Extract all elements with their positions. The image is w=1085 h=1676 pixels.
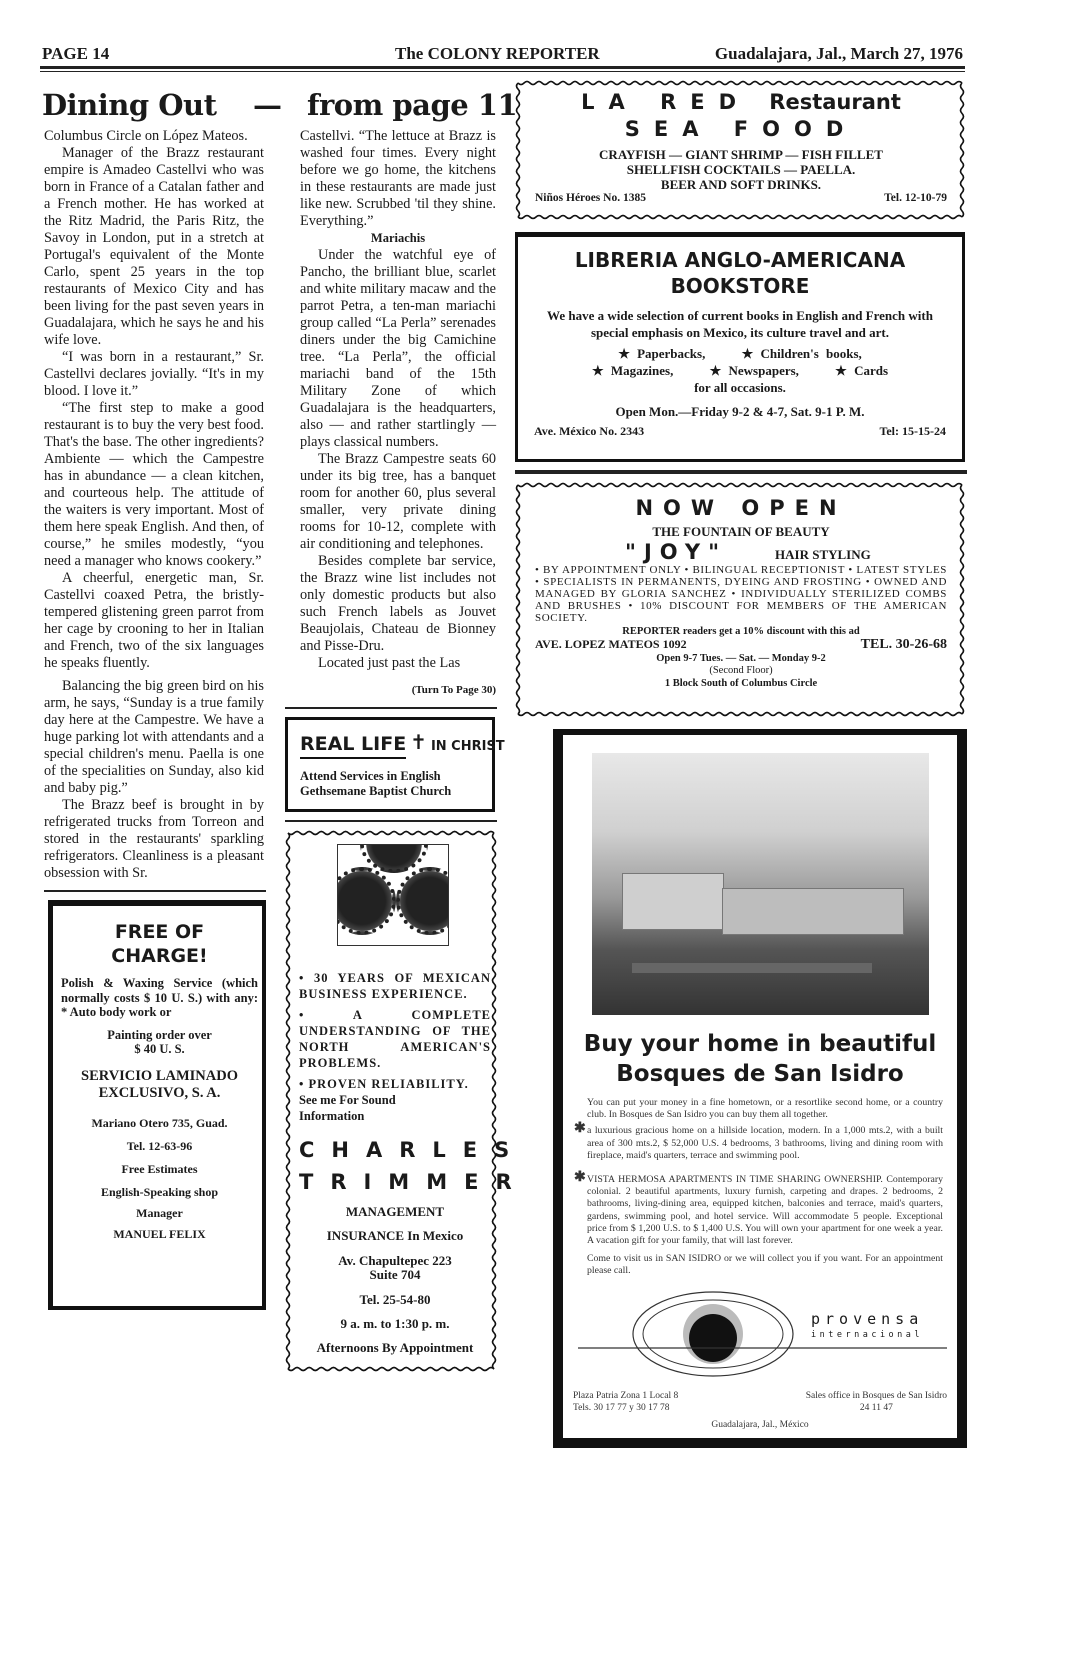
ad-footer — [535, 192, 947, 204]
wavy-border-edge — [493, 833, 496, 1369]
spacer — [515, 717, 967, 729]
paragraph: The Brazz beef is brought in by refrigerated trucks from Torreon and stored in the restaurants' sparkling refrigerators. Cleanliness is a pleasant obsession with Sr. — [44, 797, 264, 881]
bullet-text: 30 YEARS OF MEXICAN BUSINESS EXPERIENCE. — [299, 971, 491, 1001]
company-name: EXCLUSIVO, S. A. — [98, 1084, 221, 1101]
right-column — [515, 80, 967, 1448]
bullet-text: PROVEN RELIABILITY. — [308, 1077, 469, 1091]
gear-icon — [396, 867, 449, 935]
telephone: Tel: 15-15-24 — [879, 424, 946, 438]
paragraph: Besides complete bar service, the Brazz wine list includes not only domestic products but also such French labels as Jouvet Beaujolais, Chateau de Bionney and Pisse-Dru. — [300, 553, 496, 654]
hours: Open 9-7 Tues. — Sat. — Monday 9-2 — [656, 653, 826, 664]
bullet-item: • 30 YEARS OF MEXICAN BUSINESS EXPERIENCE. — [299, 971, 491, 1001]
item: ★ Cards — [835, 363, 889, 378]
ad-body: Polish & Waxing Service (which normally costs $ 10 U. S.) with any: * Auto body work or — [61, 976, 258, 1019]
paragraph: Balancing the big green bird on his arm, he says, “Sunday is a true family day here at the Campestre. We have a huge parking lot with attendants and a special children's menu. Paella is one of the specialities on Sunday, also kid and baby pig.” — [44, 678, 264, 796]
listing-text: VISTA HERMOSA APARTMENTS IN TIME SHARING OWNERSHIP. Contemporary colonial. 2 beautiful apartments, luxury furnish, carpeting and drapes. 2 bedrooms, 2 bathrooms, living-dining area, equipped kitchen, balconies and terrace, maid's quarters, gardens, swimming pool, and hotel service. Will accommodate 5 people. Exceptional price from $ 1,200 U.S. to $ 1,400 U.S. You will own your apartment for one week a year. A vacation gift for your family, that will last forever. — [587, 1174, 943, 1247]
column-rule — [285, 707, 497, 709]
wavy-border-edge — [287, 833, 290, 1369]
headline-dash: — — [253, 88, 282, 122]
ad-title: LIBRERIA ANGLO-AMERICANA — [574, 248, 906, 272]
page-number: PAGE 14 — [42, 44, 110, 63]
floor: (Second Floor) — [709, 665, 773, 676]
wavy-border-edge — [517, 83, 520, 217]
wavy-border-edge — [518, 216, 962, 219]
header-rule — [40, 66, 965, 69]
now-open-heading: NOW OPEN — [635, 496, 847, 520]
office-1 — [573, 1390, 678, 1414]
listing-item — [574, 1170, 943, 1247]
ad-title: CHARGE! — [111, 945, 208, 967]
ad-footer — [535, 637, 947, 653]
hair-styling: HAIR STYLING — [775, 547, 871, 562]
building-shape — [722, 888, 904, 935]
location: 1 Block South of Columbus Circle — [664, 678, 818, 689]
paragraph: Columbus Circle on López Mateos. — [44, 128, 248, 144]
first-name: CHARLES — [299, 1138, 527, 1162]
ad-rule — [515, 470, 967, 474]
wavy-border-edge — [288, 832, 494, 835]
items-tail: for all occasions. — [694, 380, 786, 395]
hours: 9 a. m. to 1:30 p. m. — [340, 1316, 450, 1331]
wavy-border-edge — [518, 484, 962, 487]
header-rule-thin — [40, 71, 965, 72]
address: AVE. LOPEZ MATEOS 1092 — [535, 637, 687, 651]
address: Niños Héroes No. 1385 — [535, 192, 646, 204]
ad-body — [574, 1097, 943, 1278]
company-name: SERVICIO LAMINADO — [81, 1067, 238, 1084]
paragraph: A cheerful, energetic man, Sr. Castellvi coaxed Petra, the bristly-tempered glistening green parrot from her cage by crooning to her in Italian and French, two of the six languages he speaks fluently. — [44, 570, 264, 671]
address-line: Av. Chapultepec 223 — [338, 1253, 452, 1268]
office-address: Plaza Patria Zona 1 Local 8 — [573, 1390, 679, 1401]
manager-label: Manager — [136, 1205, 183, 1220]
estimates: Free Estimates — [121, 1161, 198, 1176]
telephone: TEL. 30-26-68 — [860, 637, 947, 652]
bullet-item: • PROVEN RELIABILITY. — [299, 1077, 469, 1091]
photo-caption-strip — [632, 963, 872, 973]
cross-icon: ✝ — [410, 732, 427, 754]
ad-subtitle: Bosques de San Isidro — [616, 1061, 904, 1087]
wavy-border-edge — [517, 485, 520, 714]
office-phone: 24 11 47 — [859, 1402, 893, 1413]
brand-name: provensa — [811, 1309, 924, 1328]
offices — [573, 1390, 947, 1414]
painting-line: Painting order over — [107, 1027, 212, 1042]
property-photo — [592, 753, 929, 1015]
church-name: Gethsemane Baptist Church — [300, 784, 452, 798]
article-column-2 — [300, 128, 496, 699]
real-life-logo: REAL LIFE — [300, 733, 406, 759]
subhead: Mariachis — [370, 231, 426, 245]
hours: Open Mon.—Friday 9-2 & 4-7, Sat. 9-1 P. M. — [615, 404, 865, 419]
ad-title-row — [535, 90, 947, 115]
ad-body: • BY APPOINTMENT ONLY • BILINGUAL RECEPTIONIST • LATEST STYLES • SPECIALISTS IN PERMANENTS, DYEING AND FROSTING • OWNED AND MANAGED BY GLORIA SANCHEZ • INDIVIDUALLY STERILIZED COMBS AND BRUSHES • 10% DISCOUNT FOR MEMBERS OF THE AMERICAN SOCIETY. — [535, 564, 947, 624]
column-rule — [285, 820, 497, 822]
management: MANAGEMENT — [345, 1204, 445, 1219]
fountain-line: THE FOUNTAIN OF BEAUTY — [652, 524, 830, 539]
office-address: Sales office in Bosques de San Isidro — [805, 1390, 947, 1401]
ad-title: FREE OF — [114, 921, 205, 943]
newspaper-name: The COLONY REPORTER — [395, 44, 600, 63]
in-christ: IN CHRIST — [430, 739, 505, 754]
ad-subtitle: BOOKSTORE — [670, 274, 810, 298]
wavy-border-edge — [961, 83, 964, 217]
seafood-heading: SEA FOOD — [624, 117, 858, 141]
shop-note: English-Speaking shop — [100, 1184, 219, 1199]
paragraph: Under the watchful eye of Pancho, the brilliant blue, scarlet and white military macaw and the parrot Petra, a ten-man mariachi group called “La Perla” serenades diners under the big Camichine tree. “La Perla”, the official mariachi band of the 15th Military Zone of which Guadalajara is the headquarters, also — and rather startlingly — plays classical numbers. — [300, 247, 496, 450]
jump-line[interactable]: (Turn To Page 30) — [411, 684, 496, 696]
headline-left: Dining Out — [42, 88, 217, 122]
joy-name: "JOY" — [625, 540, 728, 564]
office-2 — [806, 1390, 947, 1414]
appointment: Afternoons By Appointment — [316, 1340, 474, 1355]
ad-free-of-charge — [48, 900, 266, 1310]
restaurant-name: LA RED — [581, 90, 751, 114]
brand-subtitle: internacional — [811, 1329, 924, 1340]
insurance: INSURANCE In Mexico — [326, 1228, 464, 1243]
ad-title: Buy your home in beautiful — [583, 1031, 937, 1057]
wavy-border-edge — [518, 713, 962, 716]
ad-footer — [534, 424, 946, 439]
middle-column — [285, 128, 529, 1372]
paragraph: The Brazz Campestre seats 60 under its big tree, has a banquet room for another 60, plus several smaller, very private dining rooms for 10-12, complete with air conditioning and telephones. — [300, 451, 496, 552]
ad-joy-hair-styling — [515, 482, 965, 717]
gear-icon — [337, 867, 396, 935]
building-shape — [622, 873, 724, 930]
wavy-border-edge — [961, 485, 964, 714]
wavy-border-edge — [288, 1368, 494, 1371]
wavy-border-edge — [518, 82, 962, 85]
telephone: Tel. 12-63-96 — [126, 1138, 193, 1153]
asterisk-icon: ✱ — [574, 1121, 586, 1137]
discount-line: REPORTER readers get a 10% discount with this ad — [622, 626, 860, 637]
item: ★ Children's books, — [741, 346, 862, 361]
address: Mariano Otero 735, Guad. — [91, 1115, 228, 1130]
dateline: Guadalajara, Jal., March 27, 1976 — [714, 44, 963, 63]
item: ★ Newspapers, — [709, 363, 799, 378]
bullets — [299, 970, 491, 1124]
intro: You can put your money in a fine hometown, or a resortlike second home, or a country club. In Bosques de San Isidro you can buy them all together. — [587, 1097, 943, 1121]
ad-real-life-in-christ — [285, 717, 505, 812]
last-name: TRIMMER — [299, 1170, 529, 1194]
church-logo-row — [300, 730, 505, 759]
joy-row — [535, 540, 947, 564]
headline-right: from page 11 — [307, 88, 518, 122]
menu-line: BEER AND SOFT DRINKS. — [660, 177, 822, 192]
service-line: Attend Services in English — [300, 769, 441, 783]
gears-image — [337, 844, 449, 946]
address-line: Suite 704 — [369, 1267, 421, 1282]
telephone: Tel. 25-54-80 — [359, 1292, 431, 1307]
items-row — [534, 345, 946, 362]
article-column-1 — [44, 128, 264, 882]
ad-body: We have a wide selection of current books in English and French with special emphasis on Mexico, its culture travel and art. — [547, 308, 933, 340]
paragraph: “The first step to make a good restaurant is to buy the very best food. That's the base. The other ingredients? Ambiente — which the Campestre has in abundance — a clean kitchen, and courteous help. The attitude of the waiters is very important. Most of them here speak English. And then, of course,” he smiles modestly, “you need a manager who knows cookery.” — [44, 400, 264, 569]
item: ★ Paperbacks, — [618, 346, 706, 361]
paragraph: Located just past the Las — [318, 655, 461, 671]
bullet-item: • A COMPLETE UNDERSTANDING OF THE NORTH AMERICAN'S PROBLEMS. — [299, 1008, 491, 1070]
ad-provensa-bosques-de-san-isidro — [553, 729, 967, 1448]
manager-name: MANUEL FELIX — [113, 1226, 206, 1241]
paragraph: Manager of the Brazz restaurant empire is Amadeo Castellvi who was born in France of a Catalan father and a French mother. He has worked at the Ritz Madrid, the Paris Ritz, the Savoy in London, put in a stretch at Portugal's equivalent of the Monte Carlo, spent 25 years in the top restaurants of Mexico City and has been living for the past seven years in Guadalajara, which he says he and his wife love. — [44, 145, 264, 348]
listing-text: a luxurious gracious home on a hillside location, modern. In a 1,000 mts.2, with a built area of 300 mts.2, $ 52,000 U.S. 4 bedrooms, 3 bathrooms, living and dining room with fireplace, maid's quarters, terrace and swimming pool. — [587, 1125, 943, 1161]
listing-item — [574, 1121, 943, 1162]
restaurant-label: Restaurant — [769, 90, 901, 114]
logo-area — [573, 1286, 947, 1386]
spacer — [515, 220, 967, 232]
paragraph: “I was born in a restaurant,” Sr. Castellvi declares jovially. “It's in my blood. I love it.” — [44, 349, 264, 399]
painting-price: $ 40 U. S. — [134, 1041, 185, 1056]
item: ★ Magazines, — [591, 363, 674, 378]
see-me: See me For Sound Information — [299, 1093, 396, 1123]
column-rule — [44, 890, 266, 892]
items-row — [534, 362, 946, 379]
left-column — [44, 128, 266, 1310]
ad-libreria-anglo-americana — [515, 232, 965, 462]
ad-charles-trimmer-insurance — [285, 830, 529, 1372]
menu-line: SHELLFISH COCKTAILS — PAELLA. — [626, 162, 856, 177]
office-phone: Tels. 30 17 77 y 30 17 78 — [573, 1402, 670, 1413]
telephone: Tel. 12-10-79 — [884, 192, 947, 204]
menu-line: CRAYFISH — GIANT SHRIMP — FISH FILLET — [599, 147, 883, 162]
asterisk-icon: ✱ — [574, 1170, 586, 1186]
paragraph: Castellvi. “The lettuce at Brazz is washed four times. Every night before we go home, the kitchens in these restaurants are made just like new. Scrubbed 'til they shine. Everything.” — [300, 128, 496, 229]
city: Guadalajara, Jal., México — [711, 1419, 809, 1430]
visit-text: Come to visit us in SAN ISIDRO or we will collect you if you want. For an appointment please call. — [587, 1253, 943, 1277]
bullet-text: A COMPLETE UNDERSTANDING OF THE NORTH AMERICAN'S PROBLEMS. — [299, 1008, 491, 1070]
address: Ave. México No. 2343 — [534, 424, 645, 438]
ad-la-red-restaurant — [515, 80, 965, 220]
